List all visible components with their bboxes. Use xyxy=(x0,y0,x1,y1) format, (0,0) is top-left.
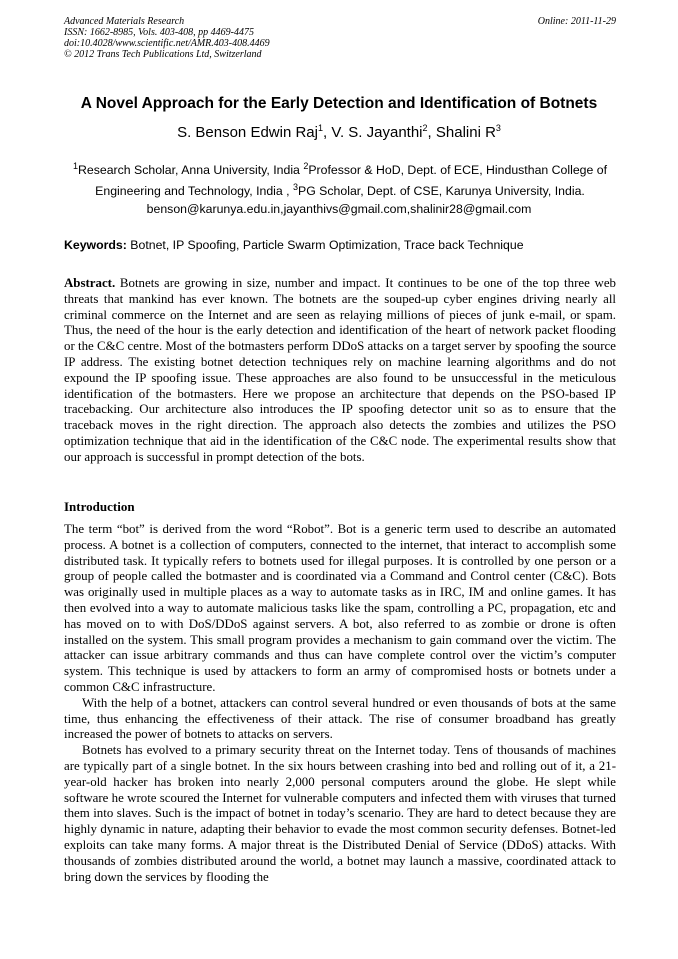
affil-sup-1: 1 xyxy=(72,161,78,171)
issn-line: ISSN: 1662-8985, Vols. 403-408, pp 4469-4475 xyxy=(64,27,254,38)
journal-header xyxy=(64,16,616,60)
author-sup: 2 xyxy=(422,123,428,133)
doi-line: doi:10.4028/www.scientific.net/AMR.403-408.4469 xyxy=(64,38,270,49)
keywords-label: Keywords: xyxy=(64,238,127,252)
author-name: S. Benson Edwin Raj xyxy=(177,124,318,141)
paper-title: A Novel Approach for the Early Detection and Identification of Botnets xyxy=(80,95,598,112)
author-name: Shalini R xyxy=(435,124,496,141)
abstract-label: Abstract. xyxy=(64,276,116,290)
online-date: Online: 2011-11-29 xyxy=(537,16,616,27)
section-heading-introduction: Introduction xyxy=(64,499,135,514)
journal-name: Advanced Materials Research xyxy=(64,16,185,27)
keywords-text: Botnet, IP Spoofing, Particle Swarm Optimization, Trace back Technique xyxy=(126,238,524,252)
abstract-text: Botnets are growing in size, number and impact. It continues to be one of the top three web threats that mankind has ever known. The botnets are the souped-up cyber engines driving nearly all criminal commerce on the Internet and are seen as relaying millions of pieces of junk e-mail, or spam. Thus, the need of the hour is the early detection and identification of the heart of network packet flooding or the C&C centre. Most of the botmasters perform DDoS attacks on a target server by spoofing the source IP address. The existing botnet detection techniques rely on machine learning algorithms and do not expound the IP spoofing issue. These approaches are also found to be unsuccessful in the meticulous identification of the botmasters. Here we propose an architecture that depends on the PSO-based IP tracebacking. Our architecture also introduces the IP spoofing detector unit so as to ensure that the traceback moves in the right direction. The approach also detects the zombies and utilizes the PSO optimization technique that aid in the identification of the C&C node. The experimental results show that our approach is successful in prompt detection of the bots. xyxy=(64,276,616,464)
affil-3: PG Scholar, Dept. of CSE, Karunya University, India. xyxy=(298,184,585,199)
affil-sup-3: 3 xyxy=(292,182,298,193)
paragraph: Botnets has evolved to a primary security threat on the Internet today. Tens of thousands of machines are typically part of a single botnet. In the six hours between crashing into bed and rolling out of it, a 21-year-old hacker has broken into nearly 2,000 personal computers around the globe. He slept while software he wrote scoured the Internet for vulnerable computers and infected them with viruses that turned them into slaves. Such is the impact of botnet in today’s scenario. They are hard to detect because they are highly dynamic in nature, adapting their behavior to evade the most common security defenses. Botnet-led exploits can take many forms. A major threat is the Distributed Denial of Service (DDoS) attacks. With thousands of zombies distributed around the world, a botnet may launch a massive, coordinated attack to bring down the services by flooding the xyxy=(64,743,616,884)
author-sep: , xyxy=(427,124,436,141)
introduction-body xyxy=(64,522,616,885)
copyright-line: © 2012 Trans Tech Publications Ltd, Switzerland xyxy=(64,49,262,60)
affil-2: Professor & HoD, Dept. of ECE, Hindusthan College of Engineering and Technology, India , xyxy=(95,163,608,199)
author-name: V. S. Jayanthi xyxy=(331,124,423,141)
affiliations xyxy=(64,158,616,200)
author-sup: 3 xyxy=(495,123,501,133)
author-sep: , xyxy=(323,124,332,141)
author-sup: 1 xyxy=(317,123,323,133)
affil-1: Research Scholar, Anna University, India xyxy=(77,163,304,178)
author-list xyxy=(0,123,678,141)
abstract xyxy=(64,276,616,466)
author-emails: benson@karunya.edu.in,jayanthivs@gmail.com,shalinir28@gmail.com xyxy=(146,202,532,216)
paragraph: With the help of a botnet, attackers can control several hundred or even thousands of bots at the same time, thus enhancing the effectiveness of their attack. The rise of consumer broadband has greatly increased the power of botnets to attacks on servers. xyxy=(64,695,616,742)
paragraph: The term “bot” is derived from the word “Robot”. Bot is a generic term used to describe an automated process. A botnet is a collection of computers, connected to the internet, that interact to accomplish some distributed task. It typically refers to botnets used for illegal purposes. It is controlled by one person or a group of people called the botmaster and is coordinated via a Command and Control center (C&C). Bots was originally used in multiple places as a way to automate tasks as in IRC, IM and online games. It has then evolved into a way to automate malicious tasks like the spam, controlling a PC, propagation, etc and has moved on to with DoS/DDoS against servers. A bot, also referred to as zombie or drone is often installed on the system. This small program provides a mechanism to gain command over the victim. The attacker can issue arbitrary commands and thus can have complete control over the victim’s computer system. This technique is used by attackers to form an army of compromised hosts or botnets under a common C&C infrastructure. xyxy=(64,522,616,694)
keywords xyxy=(64,238,616,252)
affil-sup-2: 2 xyxy=(303,161,309,171)
